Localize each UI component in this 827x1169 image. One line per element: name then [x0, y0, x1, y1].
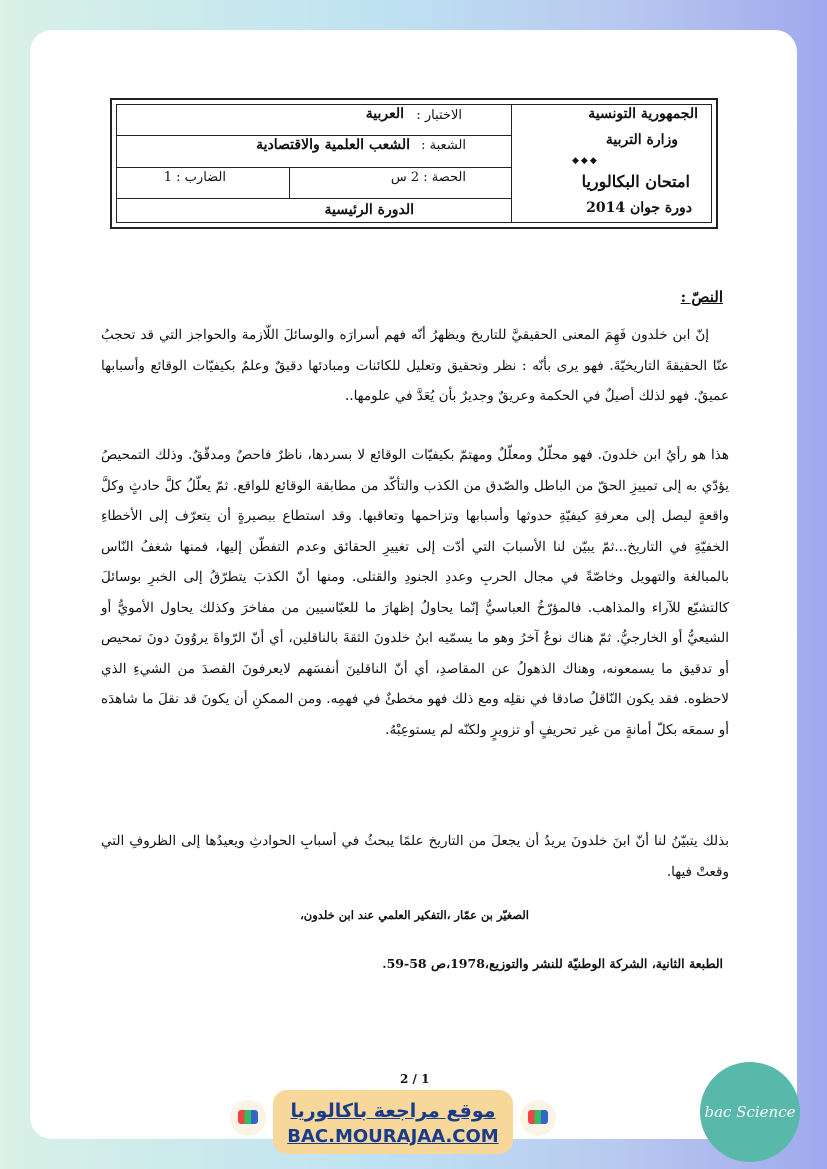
site-logo-left-icon: [230, 1100, 266, 1136]
diamond-ornament: ◆◆◆: [572, 156, 599, 166]
paragraph-2: هذا هو رأيُ ابن خلدونَ. فهو محلّلٌ ومعلّلٌ ومهتمّ بكيفيّات الوقائع لا بسردها، ناظرٌ فاحصٌ ومدقّقٌ. وذلك التمحيصُ يؤدّي به إلى تمييزِ الحقّ من الباطل والصّدق من الكذب والتأكّد من مطابقة الوقائع للواقع. ثمّ يعلّلُ كلَّ حادثٍ وكلَّ واقعةٍ ليصل إلى معرفةِ كيفيّةِ حدوثها وأسبابها وتزاحمها وتعاقبها. وقد استطاع ببصيرةٍ أن يتعرّف إلى الأخطاءِ الخفيّةِ في التاريخ...ثمّ يبيّن لنا الأسبابَ التي أدّت إلى تغييرِ الحقائق وعدم التفطّن إليها، فمنها شغفُ النّاس بالمبالغة والتهويل وخاصّةً في مجال الحربِ وعددِ الجنودِ والقتلى. ومنها أنّ الكذبَ يتطرّقُ إلى الخبرِ بوسائلَ كالتشيّع للآراء والمذاهب. فالمؤرّخُ العباسيُّ إنّما يحاولُ إظهارَ ما للعبّاسيين من مفاخرَ وكذلك يحاول الأمويُّ أو الشيعيُّ أو الخارجيُّ. ثمّ هناك نوعٌ آخرُ وهو ما يسمّيه ابنُ خلدونَ الثقةَ بالناقلين، أي أنّ الرّواةَ يروُونَ دونَ تمحيص أو تدقيق ما يسمعونه، وهناك الذهولُ عن المقاصدِ، أي أنّ الناقلينَ أنفسَهم لايعرفونَ القصدَ من الشيءِ الذي لاحظوه. فقد يكون النّاقلُ صادقا في نقلِه ومع ذلك فهو مخطئٌ في فهمِه. ومن الممكنِ أن يكونَ قد نقلَ ما شاهدَه أو سمعَه بكلّ أمانةٍ من غير تحريفٍ أو تزويرٍ ولكنّه لم يستوعِبْهُ.: [101, 447, 729, 738]
session-type: الدورة الرئيسية: [324, 202, 414, 218]
site-logo-right-icon: [520, 1100, 556, 1136]
branch-label: الشعبة :: [421, 138, 466, 153]
exam-coefficient: الضارب : 1: [163, 170, 226, 185]
exam-duration: الحصة : 2 س: [390, 170, 466, 185]
source-edition: الطبعة الثانية، الشركة الوطنيّة للنشر والتوزيع،1978،ص 58-59.: [382, 956, 723, 971]
text-title: النصّ :: [680, 288, 723, 306]
branch-value: الشعب العلمية والاقتصادية: [256, 137, 410, 153]
site-url[interactable]: BAC.MOURAJAA.COM: [287, 1126, 499, 1147]
session-date: دورة جوان 2014: [586, 200, 692, 216]
paragraph-1: إنّ ابن خلدون فَهِمَ المعنى الحقيقيَّ للتاريخ ويظهرُ أنّه فهم أسرارَه والوسائلَ اللّازمة والحواجز التي قد تحجبُ عنّا الحقيقةَ التاريخيّةَ. فهو يرى بأنّه : نظر وتحقيق وتعليل للكائنات ومبادئها دقيقٌ وعلمٌ بكيفيّات الوقائع وأسبابها عميقٌ. فهو لذلك أصيلٌ في الحكمة وعريقٌ وجديرٌ بأن يُعَدَّ في علومها..: [101, 327, 729, 404]
exam-header-box: [110, 98, 718, 229]
exam-name: امتحان البكالوريا: [581, 172, 690, 191]
page-number: 2 / 1: [400, 1072, 430, 1086]
subject-label: الاختبار :: [416, 108, 462, 123]
bac-science-logo: bac Science: [700, 1062, 800, 1162]
site-banner[interactable]: [273, 1090, 513, 1154]
site-name-arabic[interactable]: موقع مراجعة باكالوريا: [290, 1100, 496, 1122]
source-author: الصغيّر بن عمّار ،التفكير العلمي عند ابن خلدون،: [300, 908, 529, 922]
paragraph-3: بذلك يتبيّنُ لنا أنّ ابنَ خلدونَ يريدُ أن يجعلَ من التاريخ علمًا يبحثُ في أسبابِ الحوادثِ ويعيدُها إلى الظروفِ التي وقعتْ فيها.: [101, 833, 729, 880]
republic-name: الجمهورية التونسية: [588, 106, 698, 122]
subject-value: العربية: [365, 106, 404, 122]
ministry-name: وزارة التربية: [605, 132, 678, 148]
